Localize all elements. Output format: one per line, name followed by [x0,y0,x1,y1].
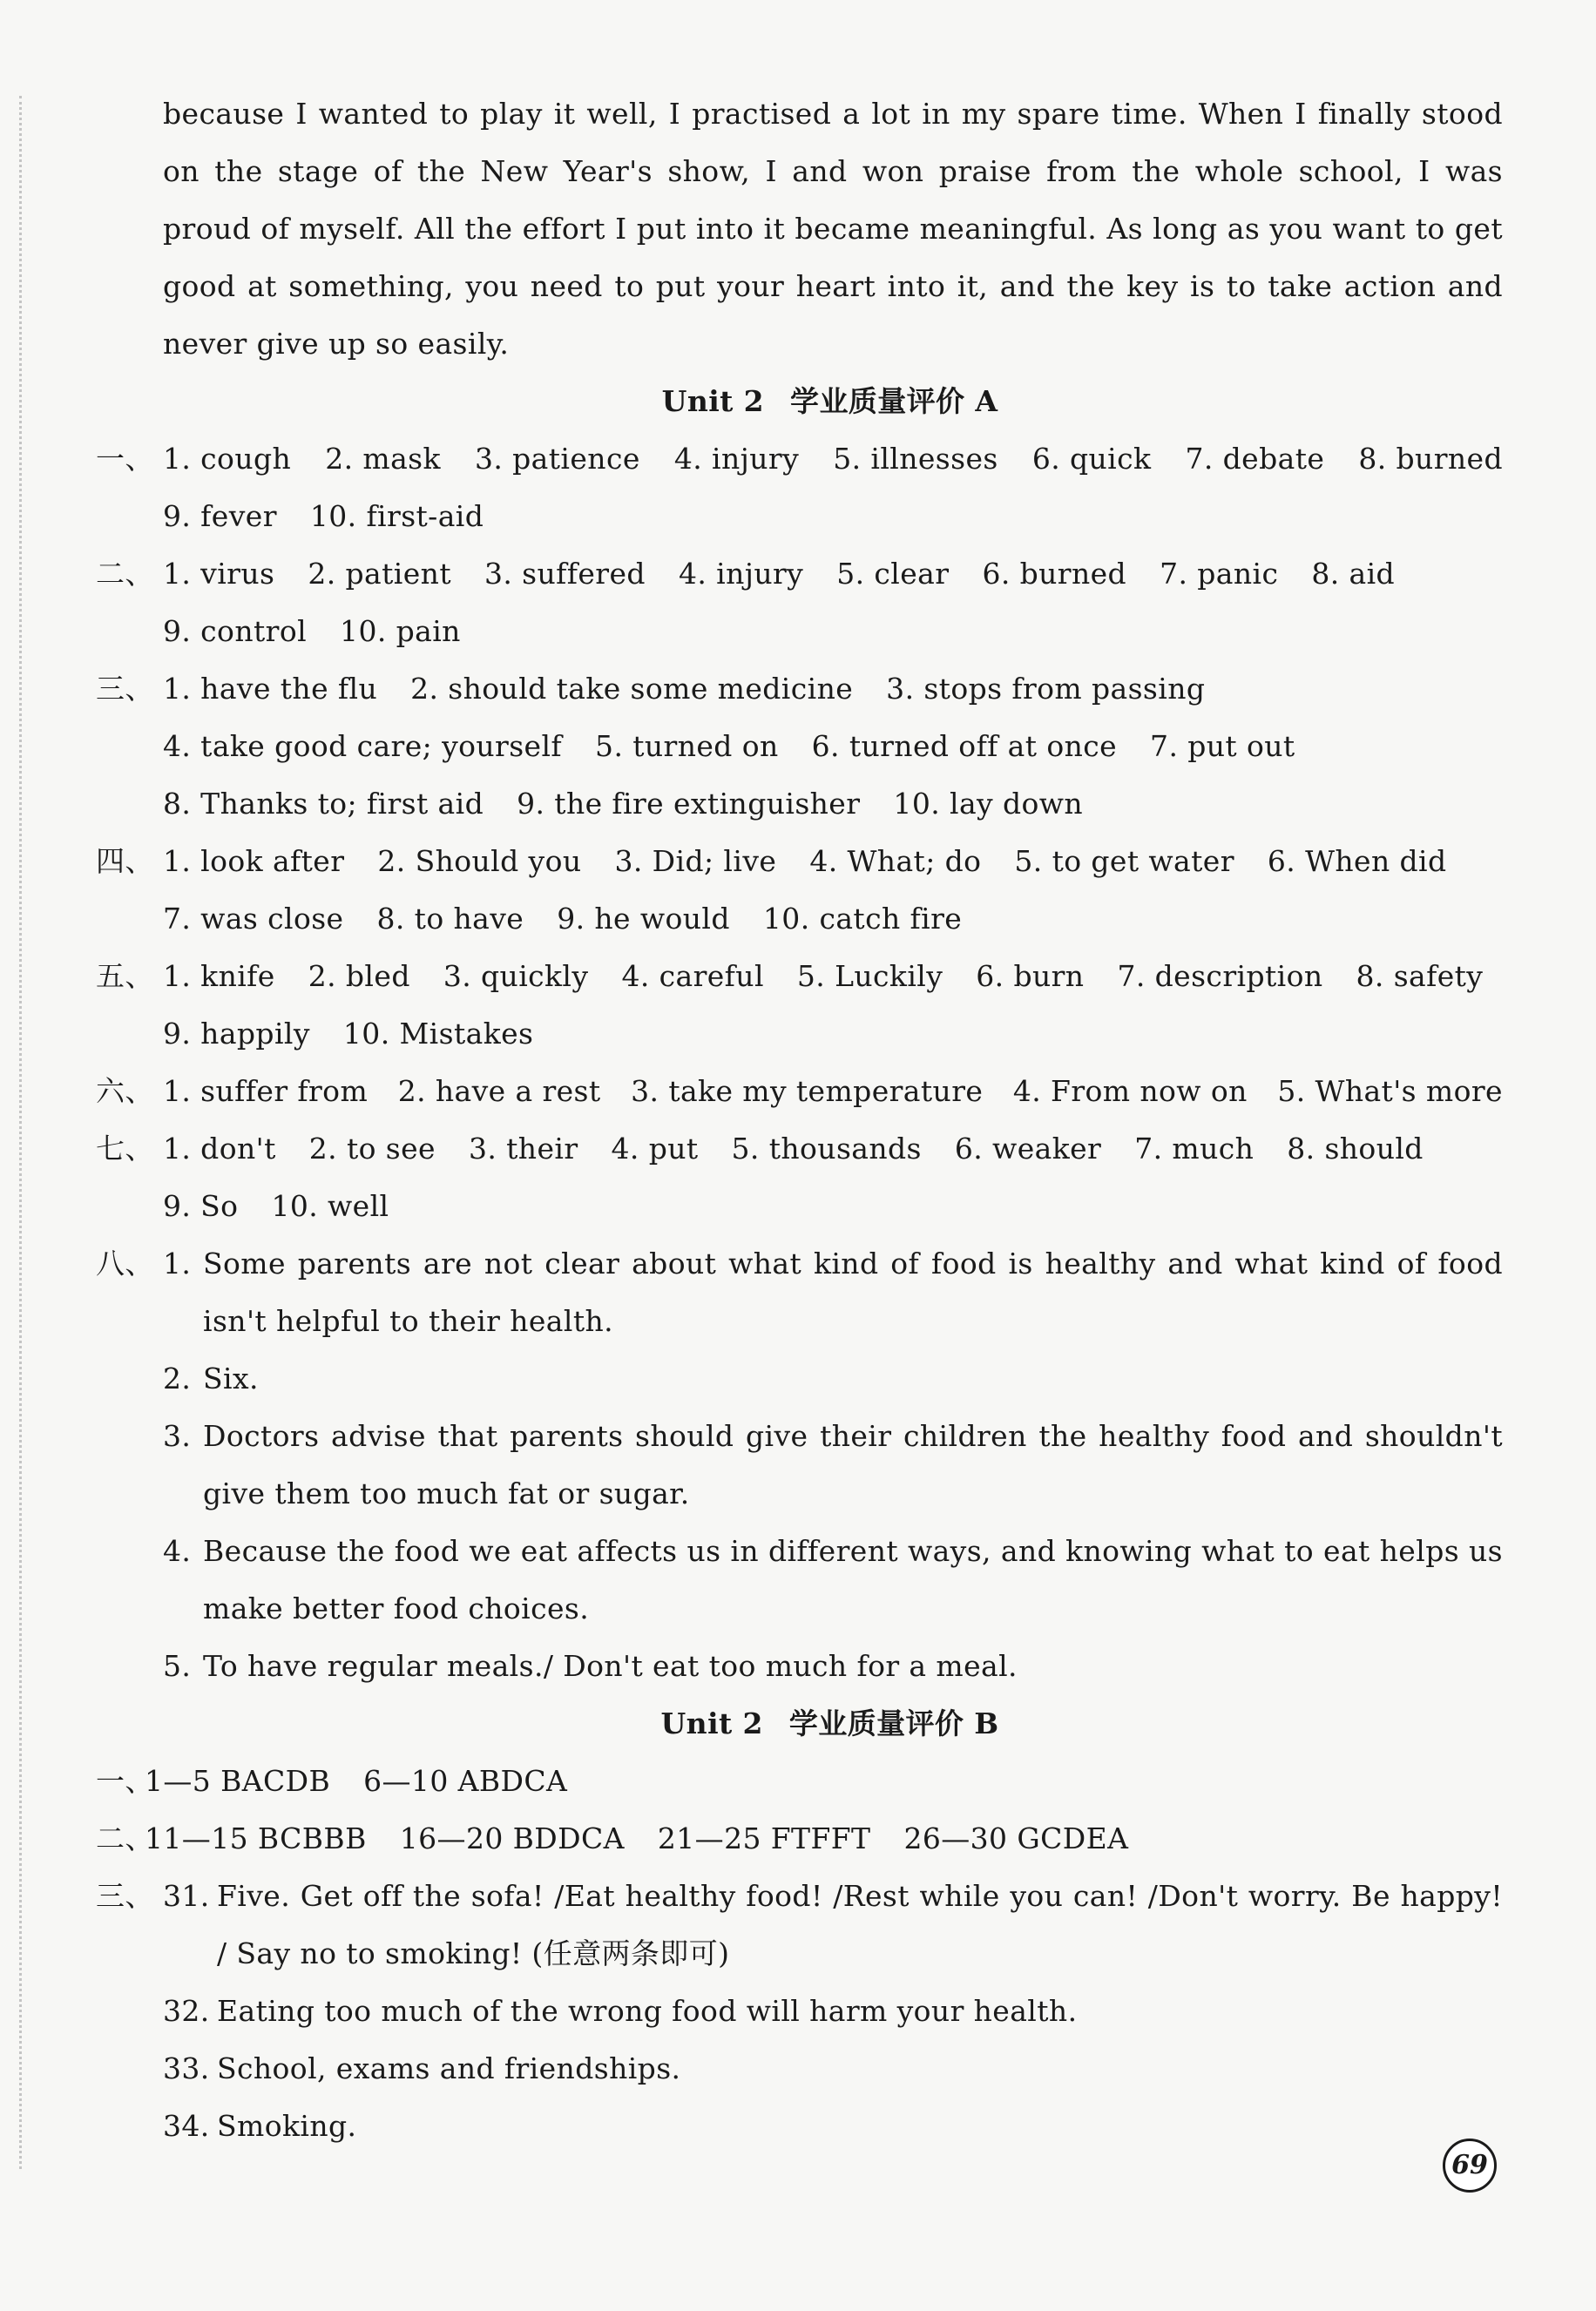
qa-item: 2. Six. [163,1362,259,1395]
unit-a-section-6: 六、 1. suffer from 2. have a rest 3. take my temperature 4. From now on 5. What's more [96,1063,1503,1120]
unit-a-section-7: 七、 1. don't 2. to see 3. their 4. put 5. thousands 6. weaker 7. much 8. should 9. So 10. well [96,1120,1503,1235]
unit-b-section-3: 三、 31. Five. Get off the sofa! /Eat healthy food! /Rest while you can! /Don't worry. Be happy! / Say no to smoking! (任意两条即可) 32. Eating too much of the wrong food will harm your health. 33. School, exams and friendships. 34. Smoking. [96,1868,1503,2155]
answer-line: 1—5 BACDB 6—10 ABDCA [145,1764,568,1798]
unit-a-section-5: 五、 1. knife 2. bled 3. quickly 4. careful 5. Luckily 6. burn 7. description 8. safety 9. happily 10. Mistakes [96,948,1503,1063]
answer-line: 1. don't 2. to see 3. their 4. put 5. thousands 6. weaker 7. much 8. should [163,1132,1424,1166]
unit-a-section-8: 八、 1. Some parents are not clear about what kind of food is healthy and what kind of food isn't helpful to their health. 2. Six. 3. Doctors advise that parents should give their children the healthy food and shouldn't give them too much fat or sugar. 4. Because the food we eat affects us in different ways, and knowing what to eat helps us make better food choices. 5. To have regular meals./ Don't eat too much for a meal. [96,1235,1503,1695]
unit-b-title: Unit 2 学业质量评价 B [660,1706,999,1740]
answer-line: 7. was close 8. to have 9. he would 10. catch fire [163,902,963,936]
answer-line: 1. have the flu 2. should take some medicine 3. stops from passing [163,672,1206,706]
unit-b-section-1: 一、 1—5 BACDB 6—10 ABDCA [96,1753,1503,1810]
answer-line: 4. take good care; yourself 5. turned on 6. turned off at once 7. put out [163,729,1295,763]
unit-a-section-2: 二、 1. virus 2. patient 3. suffered 4. injury 5. clear 6. burned 7. panic 8. aid 9. control 10. pain [96,545,1503,660]
qa-item: 4. Because the food we eat affects us in different ways, and knowing what to eat helps us make better food choices. [163,1534,1503,1625]
qa-item: 1. Some parents are not clear about what kind of food is healthy and what kind of food isn't helpful to their health. [163,1247,1503,1338]
unit-a-section-1: 一、 1. cough 2. mask 3. patience 4. injury 5. illnesses 6. quick 7. debate 8. burned 9. fever 10. first-aid [96,430,1503,545]
unit-a-section-4: 四、 1. look after 2. Should you 3. Did; live 4. What; do 5. to get water 6. When did 7. was close 8. to have 9. he would 10. catch fire [96,833,1503,948]
page-number-badge: 69 [1443,2139,1497,2193]
answer-line: 9. So 10. well [163,1189,389,1223]
unit-a-title: Unit 2 学业质量评价 A [661,384,998,418]
qa-item: 32. Eating too much of the wrong food will harm your health. [163,1994,1078,2028]
answer-line: 1. virus 2. patient 3. suffered 4. injury 5. clear 6. burned 7. panic 8. aid [163,557,1396,591]
unit-b-section-2: 二、 11—15 BCBBB 16—20 BDDCA 21—25 FTFFT 26—30 GCDEA [96,1810,1503,1868]
answer-line: 1. look after 2. Should you 3. Did; live 4. What; do 5. to get water 6. When did [163,844,1447,878]
answer-line: 8. Thanks to; first aid 9. the fire extinguisher 10. lay down [163,787,1084,821]
answer-line: 1. cough 2. mask 3. patience 4. injury 5. illnesses 6. quick 7. debate 8. burned [163,442,1503,476]
qa-item: 3. Doctors advise that parents should give their children the healthy food and shouldn't give them too much fat or sugar. [163,1419,1503,1510]
qa-item: 34. Smoking. [163,2109,357,2143]
answer-line: 9. happily 10. Mistakes [163,1017,534,1051]
qa-item: 5. To have regular meals./ Don't eat too much for a meal. [163,1649,1018,1683]
binding-dotted-line [19,96,22,2169]
answer-line: 9. fever 10. first-aid [163,499,484,533]
qa-item: 33. School, exams and friendships. [163,2051,681,2085]
qa-item: 31. Five. Get off the sofa! /Eat healthy food! /Rest while you can! /Don't worry. Be happy! / Say no to smoking! (任意两条即可) [163,1879,1503,1970]
answer-line: 1. knife 2. bled 3. quickly 4. careful 5. Luckily 6. burn 7. description 8. safety [163,959,1484,993]
answer-line: 11—15 BCBBB 16—20 BDDCA 21—25 FTFFT 26—30 GCDEA [145,1821,1129,1855]
answer-line: 1. suffer from 2. have a rest 3. take my temperature 4. From now on 5. What's more [163,1074,1503,1108]
unit-a-section-3: 三、 1. have the flu 2. should take some medicine 3. stops from passing 4. take good care; yourself 5. turned on 6. turned off at once 7. put out 8. Thanks to; first aid 9. the fire extinguisher 10. lay down [96,660,1503,833]
answer-page [96,85,1503,2155]
intro-paragraph: because I wanted to play it well, I practised a lot in my spare time. When I finally stood on the stage of the New Year's show, I and won praise from the whole school, I was proud of myself. All the effort I put into it became meaningful. As long as you want to get good at something, you need to put your heart into it, and the key is to take action and never give up so easily. [163,97,1503,361]
answer-line: 9. control 10. pain [163,614,461,648]
